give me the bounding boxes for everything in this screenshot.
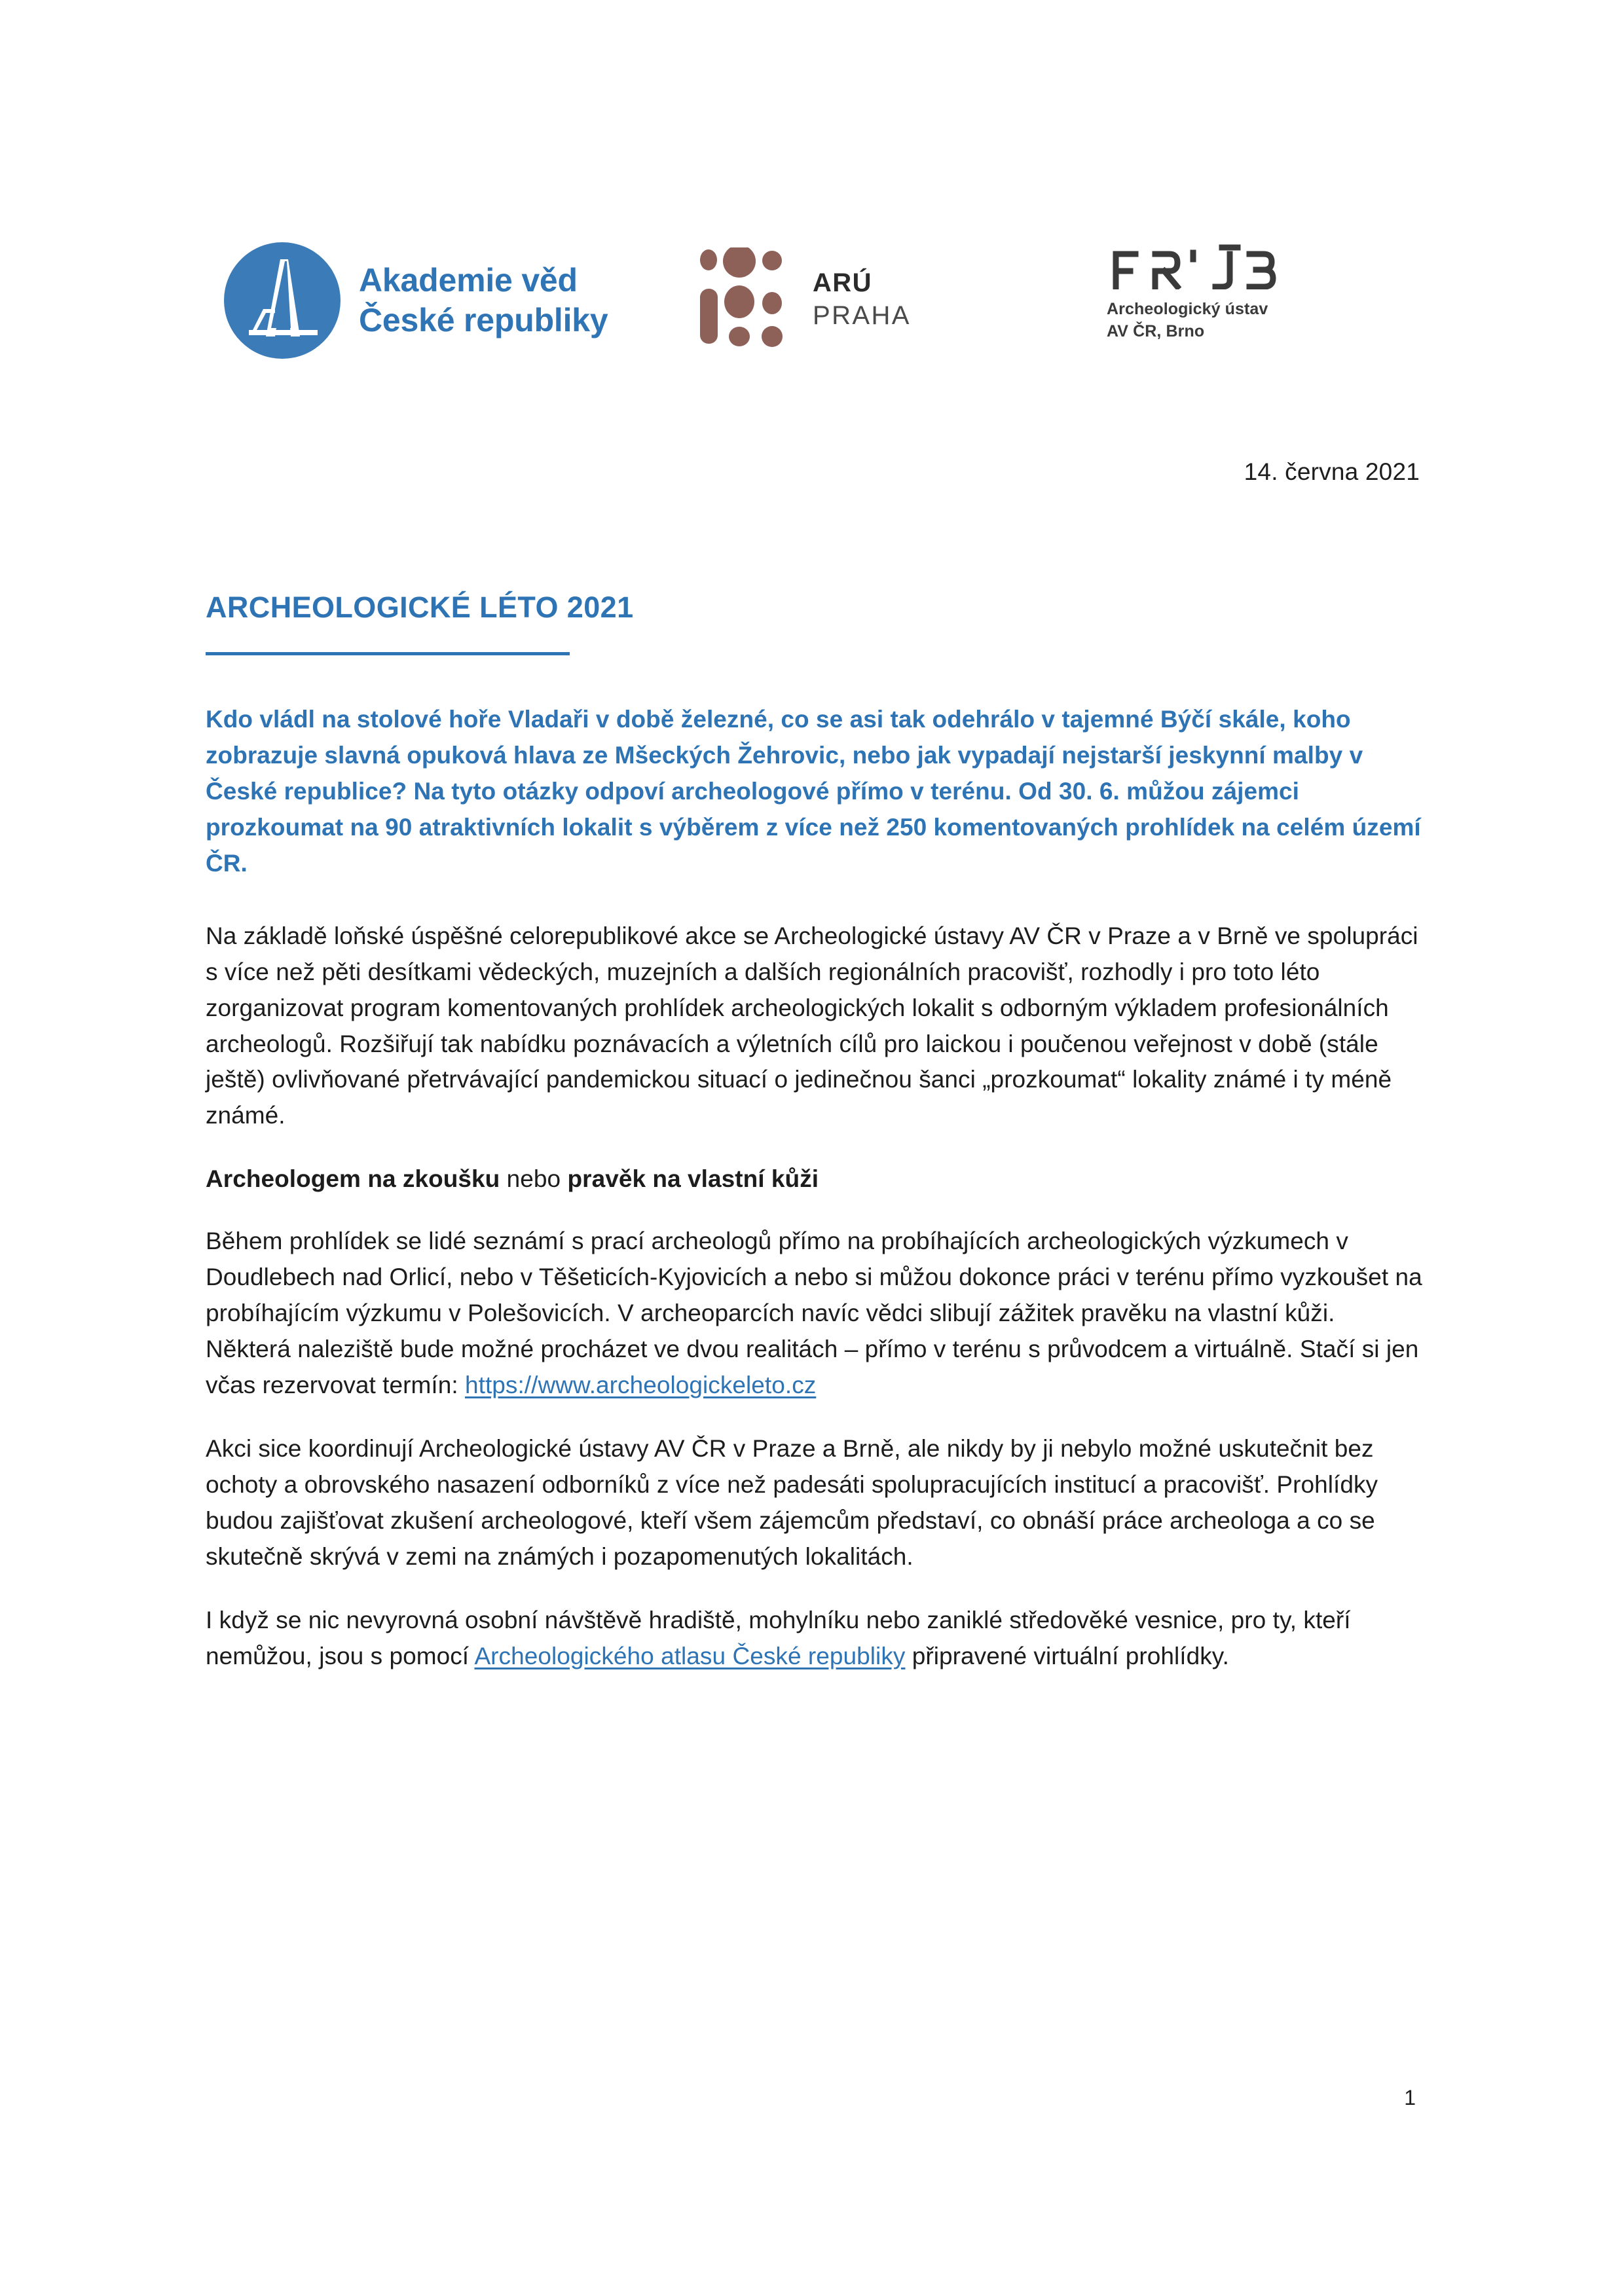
document-date: 14. června 2021 [1244,458,1420,485]
aru-praha-wordmark-line1: ARÚ [813,268,872,297]
aru-brno-logo [1107,242,1282,342]
arub-wordmark-icon [1107,242,1282,289]
akademie-ved-ceske-republiky-logo [223,241,608,360]
aru-praha-logo [697,247,911,351]
logo-band [0,236,1624,367]
archeologickeleto-link[interactable]: https://www.archeologickeleto.cz [465,1372,817,1398]
page-number: 1 [1404,2086,1416,2109]
aru-praha-wordmark-line2: PRAHA [813,301,911,330]
arub-subtitle [1107,299,1282,342]
paragraph-tours [206,1224,1424,1404]
aru-dot-grid-icon [697,247,786,351]
avcr-emblem-icon [223,241,342,360]
subheading-part-1: Archeologem na zkoušku [206,1165,507,1193]
subheading-part-2: nebo [506,1165,568,1193]
page-title: ARCHEOLOGICKÉ LÉTO 2021 [206,591,634,625]
arub-subtitle-line1: Archeologický ústav [1107,300,1268,318]
section-subheading [206,1161,1424,1197]
document-body [206,702,1424,1702]
avcr-wordmark [359,261,608,340]
paragraph-virtual-tours-text-after: připravené virtuální prohlídky. [905,1642,1229,1669]
lead-paragraph: Kdo vládl na stolové hoře Vladaři v době železné, co se asi tak odehrálo v tajemné Býčí skále, koho zobrazuje slavná opuková hlava ze Mšeckých Žehrovic, nebo jak vypadají nejstarší jeskynní malby v České republice? Na tyto otázky odpoví archeologové přímo v terénu. Od 30. 6. můžou zájemci prozkoumat na 90 atraktivních lokalit s výběrem z více než 250 komentovaných prohlídek na celém území ČR. [206,706,1421,877]
arub-subtitle-line2: AV ČR, Brno [1107,321,1205,340]
subheading-part-3: pravěk na vlastní kůži [567,1165,819,1193]
paragraph-tours-text: Během prohlídek se lidé seznámí s prací archeologů přímo na probíhajících archeologických výzkumech v Doudlebech nad Orlicí, nebo v Těšeticích-Kyjovicích a nebo si můžou dokonce práci v terénu přímo vyzkoušet na probíhajícím výzkumu v Polešovicích. V archeoparcích navíc vědci slibují zážitek pravěku na vlastní kůži. Některá naleziště bude možné procházet ve dvou realitách – přímo v terénu s průvodcem a virtuálně. Stačí si jen včas rezervovat termín: [206,1228,1422,1398]
paragraph-coordination: Akci sice koordinují Archeologické ústavy AV ČR v Praze a Brně, ale nikdy by ji nebylo možné uskutečnit bez ochoty a obrovského nasazení odborníků z více než padesáti spolupracujících institucí a pracovišť. Prohlídky budou zajišťovat zkušení archeologové, kteří všem zájemcům představí, co obnáší práce archeologa a co se skutečně skrývá v zemi na známých i pozapomenutých lokalitách. [206,1434,1378,1570]
avcr-wordmark-line2: České republiky [359,302,608,338]
aru-praha-wordmark [813,266,911,333]
paragraph-virtual-tours [206,1603,1424,1675]
archeologicky-atlas-link[interactable]: Archeologického atlasu České republiky [474,1642,906,1669]
paragraph-virtual-tours-text-before: I když se nic nevyrovná osobní návštěvě hradiště, mohylníku nebo zaniklé středověké vesnice, pro ty, kteří nemůžou, jsou s pomocí [206,1606,1351,1669]
paragraph-about-event: Na základě loňské úspěšné celorepublikové akce se Archeologické ústavy AV ČR v Praze a v Brně ve spolupráci s více než pěti desítkami vědeckých, muzejních a dalších regionálních pracovišť, rozhodly i pro toto léto zorganizovat program komentovaných prohlídek archeologických lokalit s odborným výkladem profesionálních archeologů. Rozšiřují tak nabídku poznávacích a výletních cílů pro laickou i poučenou veřejnost v době (stále ještě) ovlivňované přetrvávající pandemickou situací o jedinečnou šanci „prozkoumat“ lokality známé i ty méně známé. [206,922,1418,1129]
title-divider [206,652,570,655]
avcr-wordmark-line1: Akademie věd [359,262,578,299]
